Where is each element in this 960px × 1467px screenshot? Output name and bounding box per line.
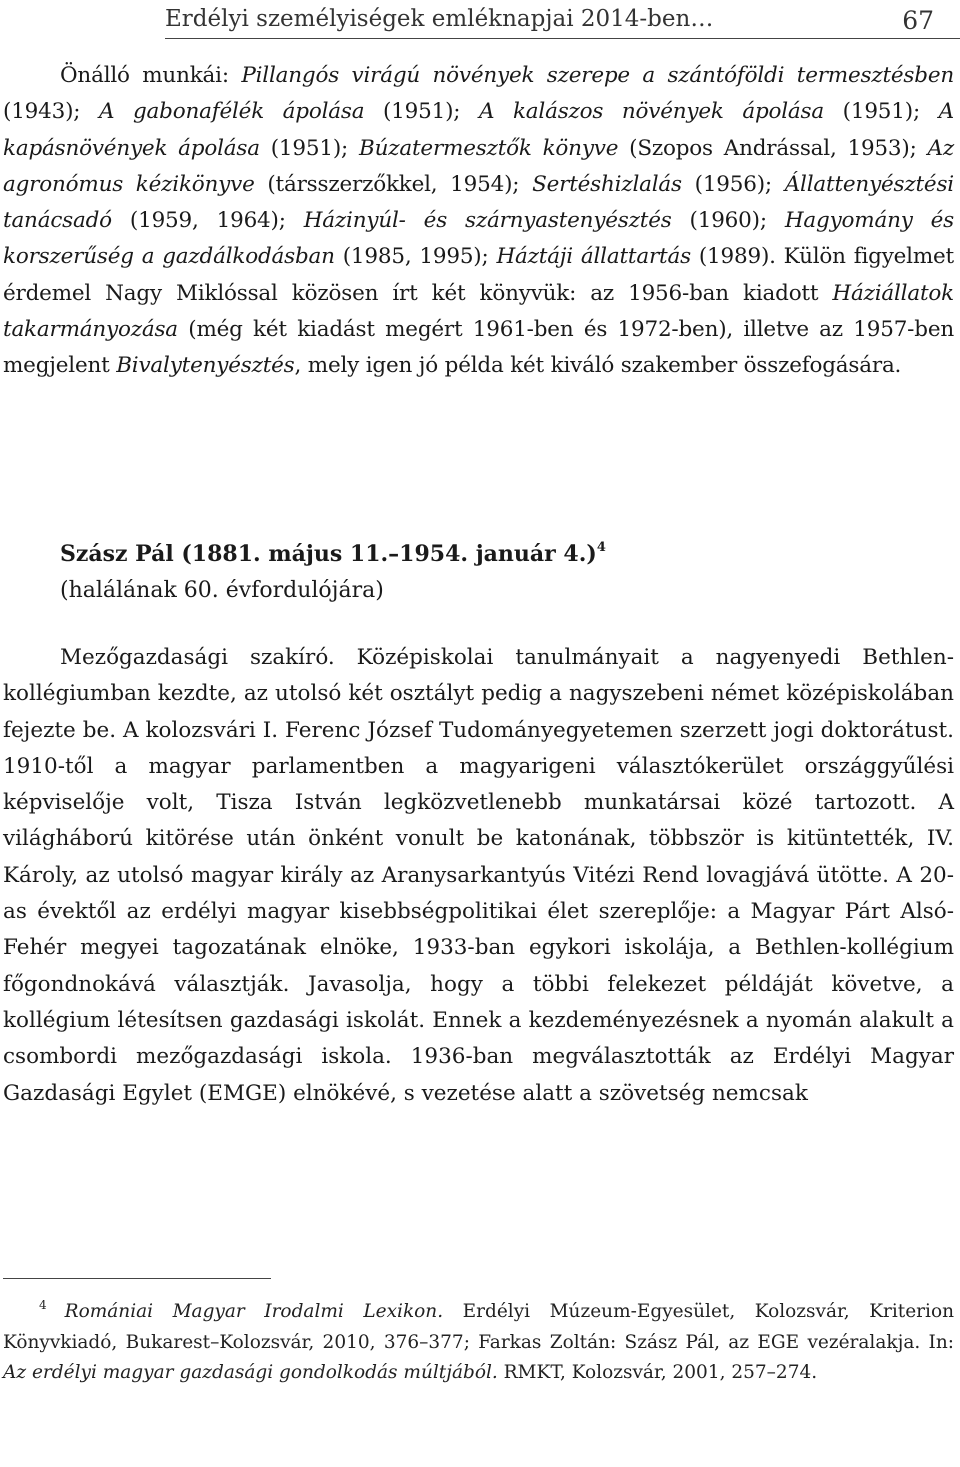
footnote-mark: 4	[39, 1298, 47, 1312]
works-text-run: (1960);	[671, 208, 785, 234]
entry-body-text: Mezőgazdasági szakíró. Középiskolai tanulmányait a nagyenyedi Bethlen-kollégiumban kezdte, az utolsó két osztályt pedig a nagyszebeni német középiskolában fejezte be. A kolozsvári I. Ferenc József Tudományegyetemen szerzett jogi doktorátust. 1910-től a magyar parlamentben a magyarigeni választókerület országgyűlési képviselője volt, Tisza István legközvetlenebb munkatársai közé tartozott. A világháború kitörése után önként vonult be katonának, többször is kitüntették, IV. Károly, az utolsó magyar király az Aranysarkantyús Vitézi Rend lovagjává ütötte. A 20-as évektől az erdélyi magyar kisebbségpolitikai élet szereplője: a Magyar Párt Alsó-Fehér megyei tagozatának elnöke, 1933-ban egykori iskolája, a Bethlen-kollégium főgondnokává választják. Javasolja, hogy a többi felekezet példáját követve, a kollégium létesítsen gazdasági iskolát. Ennek a kezdeményezésnek a nyomán alakult a csombordi mezőgazdasági iskola. 1936-ban megválasztották az Erdélyi Magyar Gazdasági Egylet (EMGE) elnökévé, s vezetése alatt a szövetség nemcsak	[3, 645, 954, 1106]
footnote-text-run: RMKT, Kolozsvár, 2001, 257–274.	[497, 1362, 818, 1383]
entry-body	[3, 640, 954, 1112]
footnote	[3, 1290, 954, 1389]
works-text-run: (Szopos Andrással, 1953);	[618, 135, 928, 161]
book-title: A kalászos növények ápolása	[478, 99, 825, 125]
header-rule	[165, 38, 960, 39]
works-text-run: (1951);	[364, 99, 479, 125]
footnote-title: Az erdélyi magyar gazdasági gondolkodás múltjából.	[3, 1362, 498, 1383]
footnote-title: Romániai Magyar Irodalmi Lexikon.	[64, 1301, 444, 1322]
book-title: Bivalytenyésztés	[116, 353, 295, 379]
book-title: A kapásnövények ápolása	[3, 99, 954, 161]
footnote-text-run: Erdélyi Múzeum-Egyesület, Kolozsvár, Kriterion Könyvkiadó, Bukarest–Kolozsvár, 2010, 376–377; Farkas Zoltán: Szász Pál, az EGE vezéralakja. In:	[3, 1301, 954, 1353]
works-text-run: (1951);	[824, 99, 939, 125]
works-text-run: (1956);	[681, 171, 785, 197]
entry-name: Szász Pál (1881. május 11.–1954. január 4.)	[60, 541, 597, 567]
works-text-run: , mely igen jó példa két kiváló szakember összefogására.	[294, 353, 902, 379]
book-title: Háziállatok takarmányozása	[3, 280, 954, 343]
works-text-run: (1985, 1995);	[334, 244, 497, 270]
book-title: Hagyomány és korszerűség a gazdálkodásban	[3, 208, 955, 270]
book-title: Sertéshizlalás	[532, 171, 682, 197]
works-text-run: (1989). Külön figyelmet érdemel Nagy Miklóssal közösen írt két könyvük: az 1956-ban kiadott	[3, 244, 954, 306]
book-title: Búzatermesztők könyve	[358, 135, 619, 161]
works-text-run: (még két kiadást megért 1961-ben és 1972-ben), illetve az 1957-ben megjelent	[3, 317, 954, 379]
works-text-run: Önálló munkái:	[60, 63, 242, 88]
book-title: Házinyúl- és szárnyastenyésztés	[303, 208, 672, 234]
entry-heading	[60, 530, 606, 609]
entry-anniversary: (halálának 60. évfordulójára)	[60, 578, 384, 603]
works-paragraph	[3, 58, 954, 385]
running-header	[165, 2, 948, 38]
book-title: Háztáji állattartás	[496, 244, 691, 270]
works-text-run: (1943);	[3, 99, 99, 125]
book-title: A gabonafélék ápolása	[98, 99, 365, 125]
running-title: Erdélyi személyiségek emléknapjai 2014-ben…	[165, 6, 714, 32]
entry-title	[60, 530, 606, 573]
footnote-text	[3, 1290, 954, 1389]
footnote-reference[interactable]: 4	[596, 540, 606, 555]
page-number: 67	[902, 6, 934, 35]
works-text-run: (1951);	[259, 135, 359, 161]
footnote-rule	[3, 1278, 271, 1279]
works-text	[3, 58, 954, 385]
book-title: Pillangós virágú növények szerepe a szántóföldi termesztésben	[241, 63, 954, 88]
book-title: Az agronómus kézikönyve	[3, 135, 954, 197]
works-text-run: (1959, 1964);	[111, 208, 304, 234]
works-text-run: (társszerzőkkel, 1954);	[254, 171, 533, 197]
book-title: Állattenyésztési tanácsadó	[3, 171, 954, 234]
